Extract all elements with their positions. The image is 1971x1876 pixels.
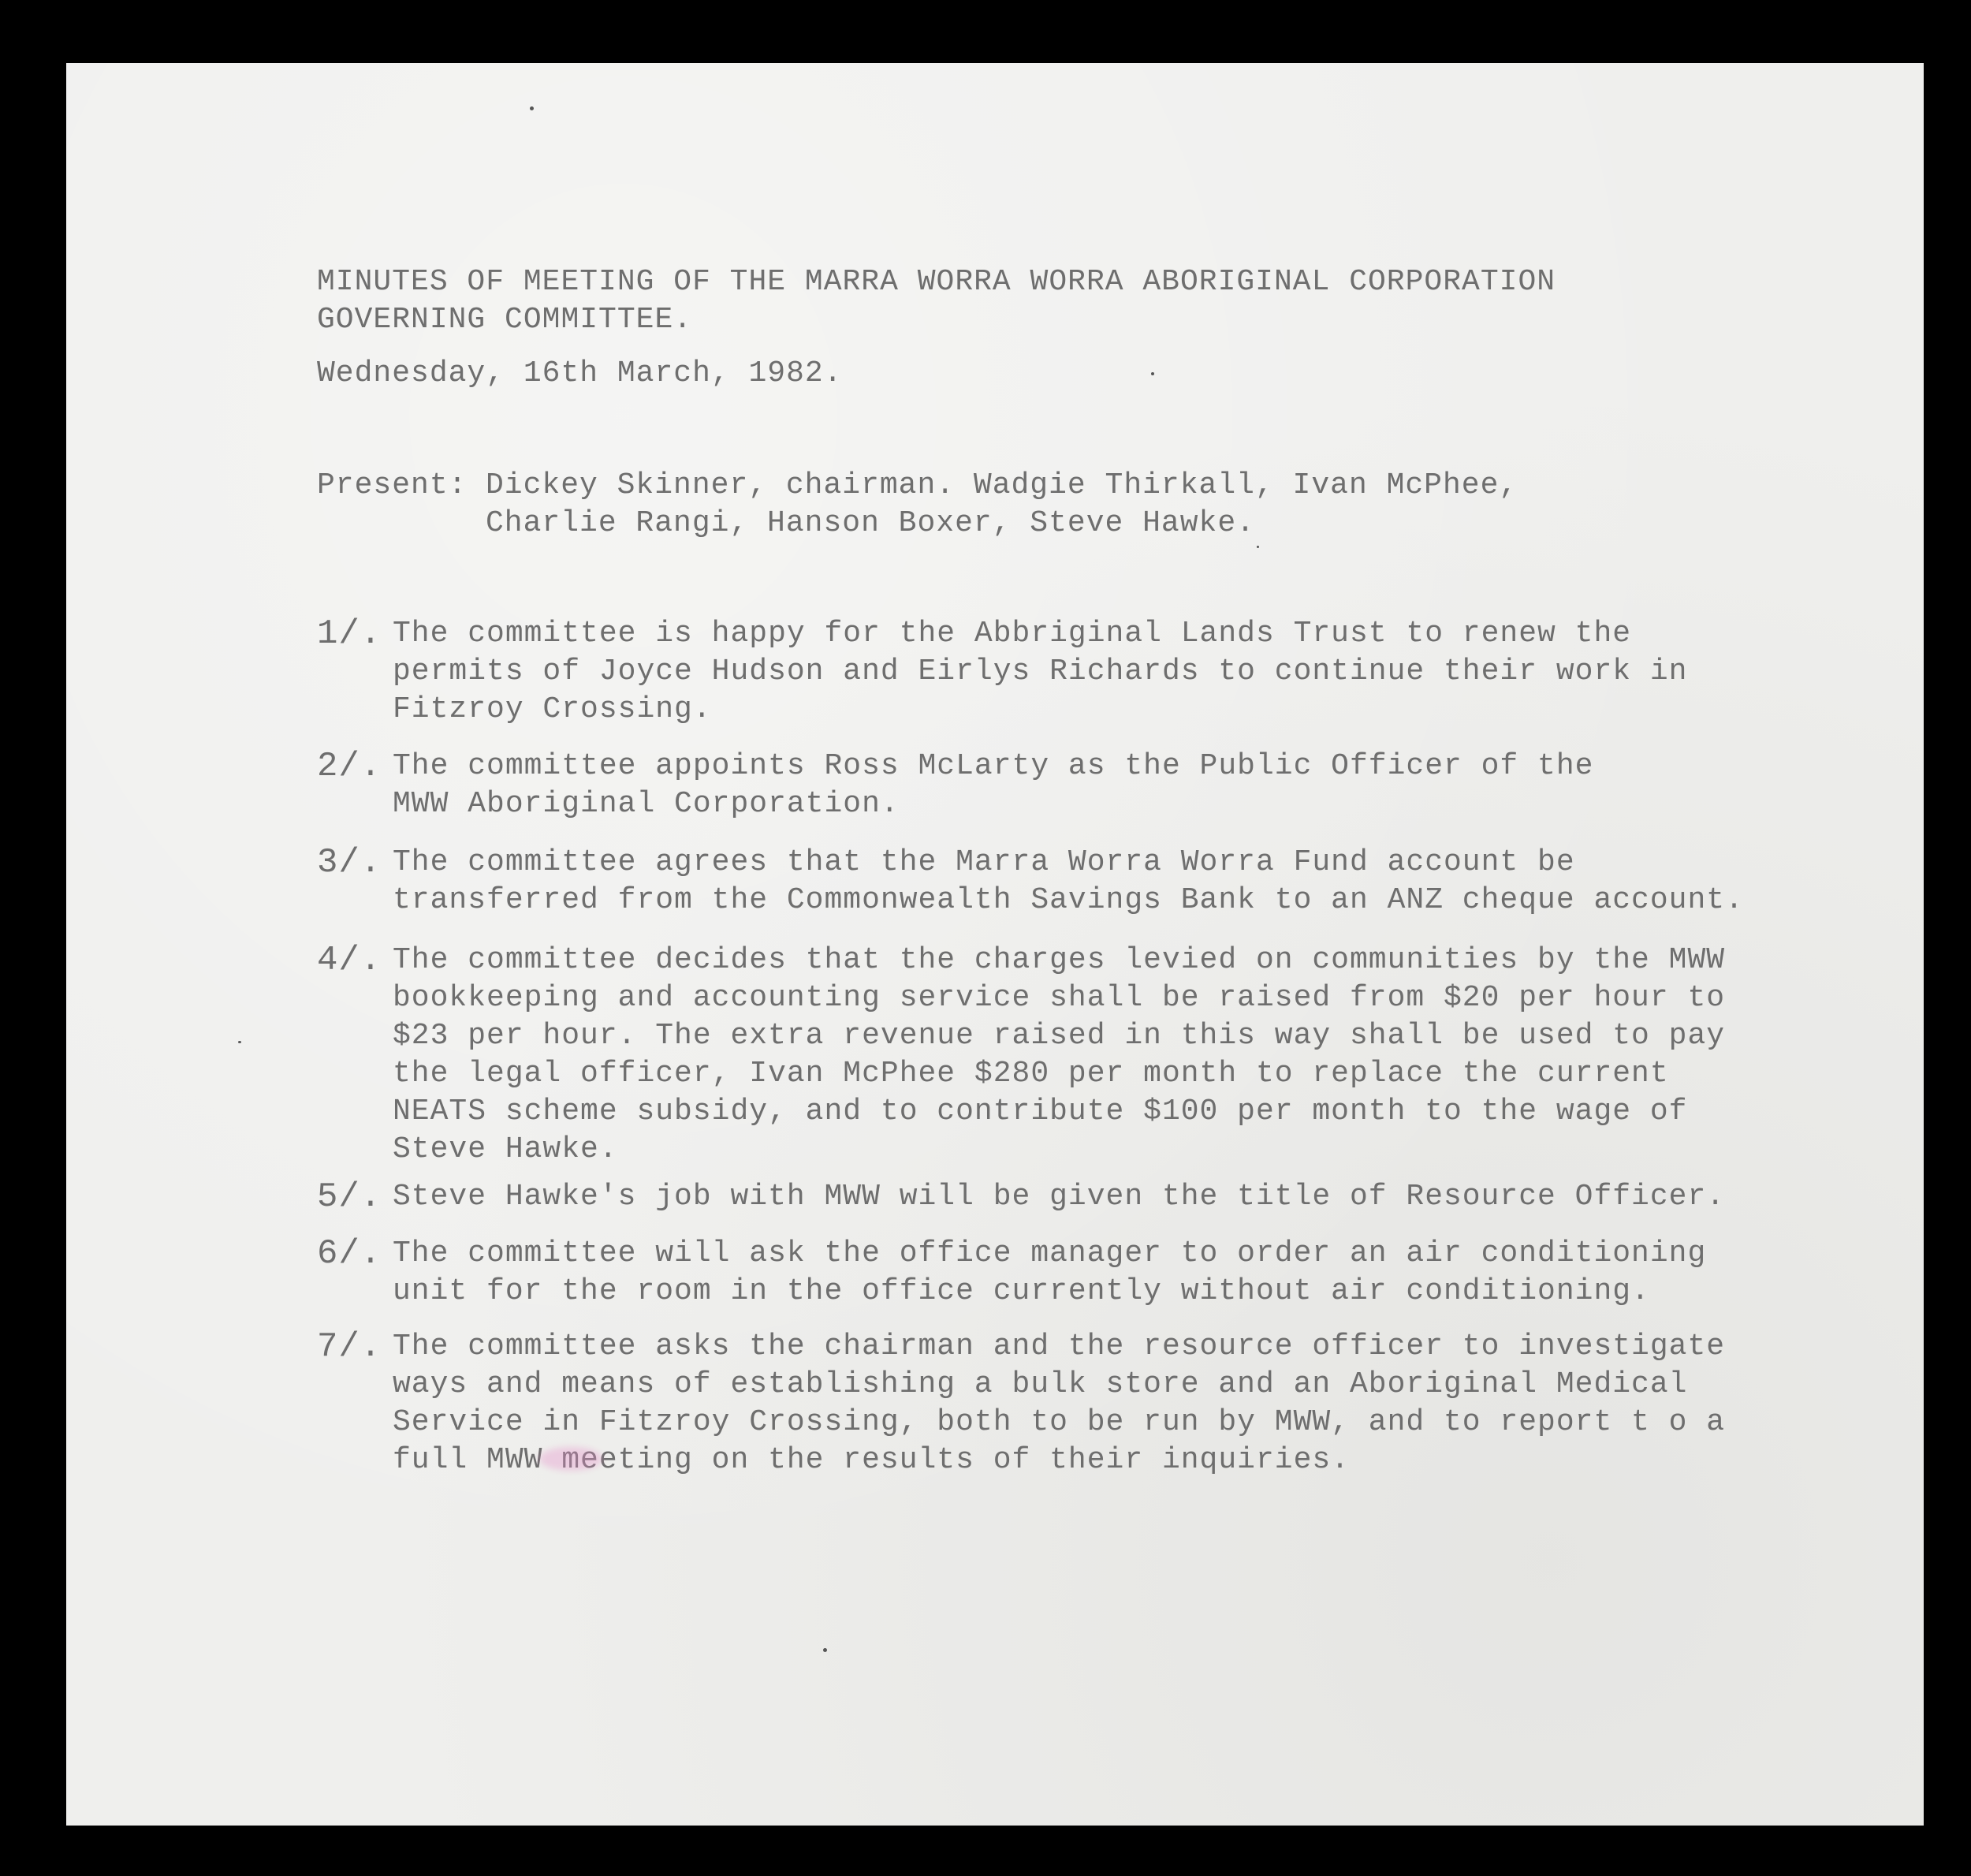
meeting-date: Wednesday, 16th March, 1982. xyxy=(317,356,843,390)
item-number: 2/. xyxy=(317,747,382,786)
item-text: Steve Hawke's job with MWW will be given the title of Resource Officer. xyxy=(393,1180,1726,1214)
item-number: 3/. xyxy=(317,843,382,882)
present-label: Present: xyxy=(317,468,468,502)
paper-speck xyxy=(238,1041,241,1043)
attendees-line-2: Charlie Rangi, Hanson Boxer, Steve Hawke. xyxy=(486,506,1255,540)
ink-smudge xyxy=(539,1447,602,1471)
item-number: 4/. xyxy=(317,941,382,980)
paper-speck xyxy=(1257,546,1259,548)
document-title-line-2: GOVERNING COMMITTEE. xyxy=(317,303,693,337)
item-text: The committee will ask the office manager to order an air conditioning unit for the room in the office currently without air conditioning. xyxy=(393,1236,1707,1308)
item-number: 1/. xyxy=(317,614,382,654)
attendees-line-1: Dickey Skinner, chairman. Wadgie Thirkall, Ivan McPhee, xyxy=(486,468,1518,502)
minutes-document xyxy=(66,63,1924,1826)
item-text: The committee asks the chairman and the resource officer to investigate ways and means of establishing a bulk store and an Aboriginal Medical Service in Fitzroy Crossing, both to be run by MWW, and to report t o a full MWW meeting on the results of their inquiries. xyxy=(393,1330,1726,1477)
paper-speck xyxy=(1151,372,1154,375)
paper-speck xyxy=(823,1648,827,1652)
item-text: The committee is happy for the Abbriginal Lands Trust to renew the permits of Joyce Hudson and Eirlys Richards to continue their work in Fitzroy Crossing. xyxy=(393,617,1688,726)
item-text: The committee decides that the charges levied on communities by the MWW bookkeeping and accounting service shall be raised from $20 per hour to $23 per hour. The extra revenue raised in this way shall be used to pay the legal officer, Ivan McPhee $280 per month to replace the current NEATS scheme subsidy, and to contribute $100 per month to the wage of Steve Hawke. xyxy=(393,943,1726,1166)
paper-speck xyxy=(530,106,534,110)
item-number: 6/. xyxy=(317,1234,382,1274)
item-number: 7/. xyxy=(317,1327,382,1367)
item-text: The committee appoints Ross McLarty as the Public Officer of the MWW Aboriginal Corporation. xyxy=(393,749,1594,821)
item-number: 5/. xyxy=(317,1177,382,1217)
document-title-line-1: MINUTES OF MEETING OF THE MARRA WORRA WORRA ABORIGINAL CORPORATION xyxy=(317,265,1556,299)
item-text: The committee agrees that the Marra Worra Worra Fund account be transferred from the Commonwealth Savings Bank to an ANZ cheque account. xyxy=(393,845,1744,917)
document-page xyxy=(66,63,1924,1826)
